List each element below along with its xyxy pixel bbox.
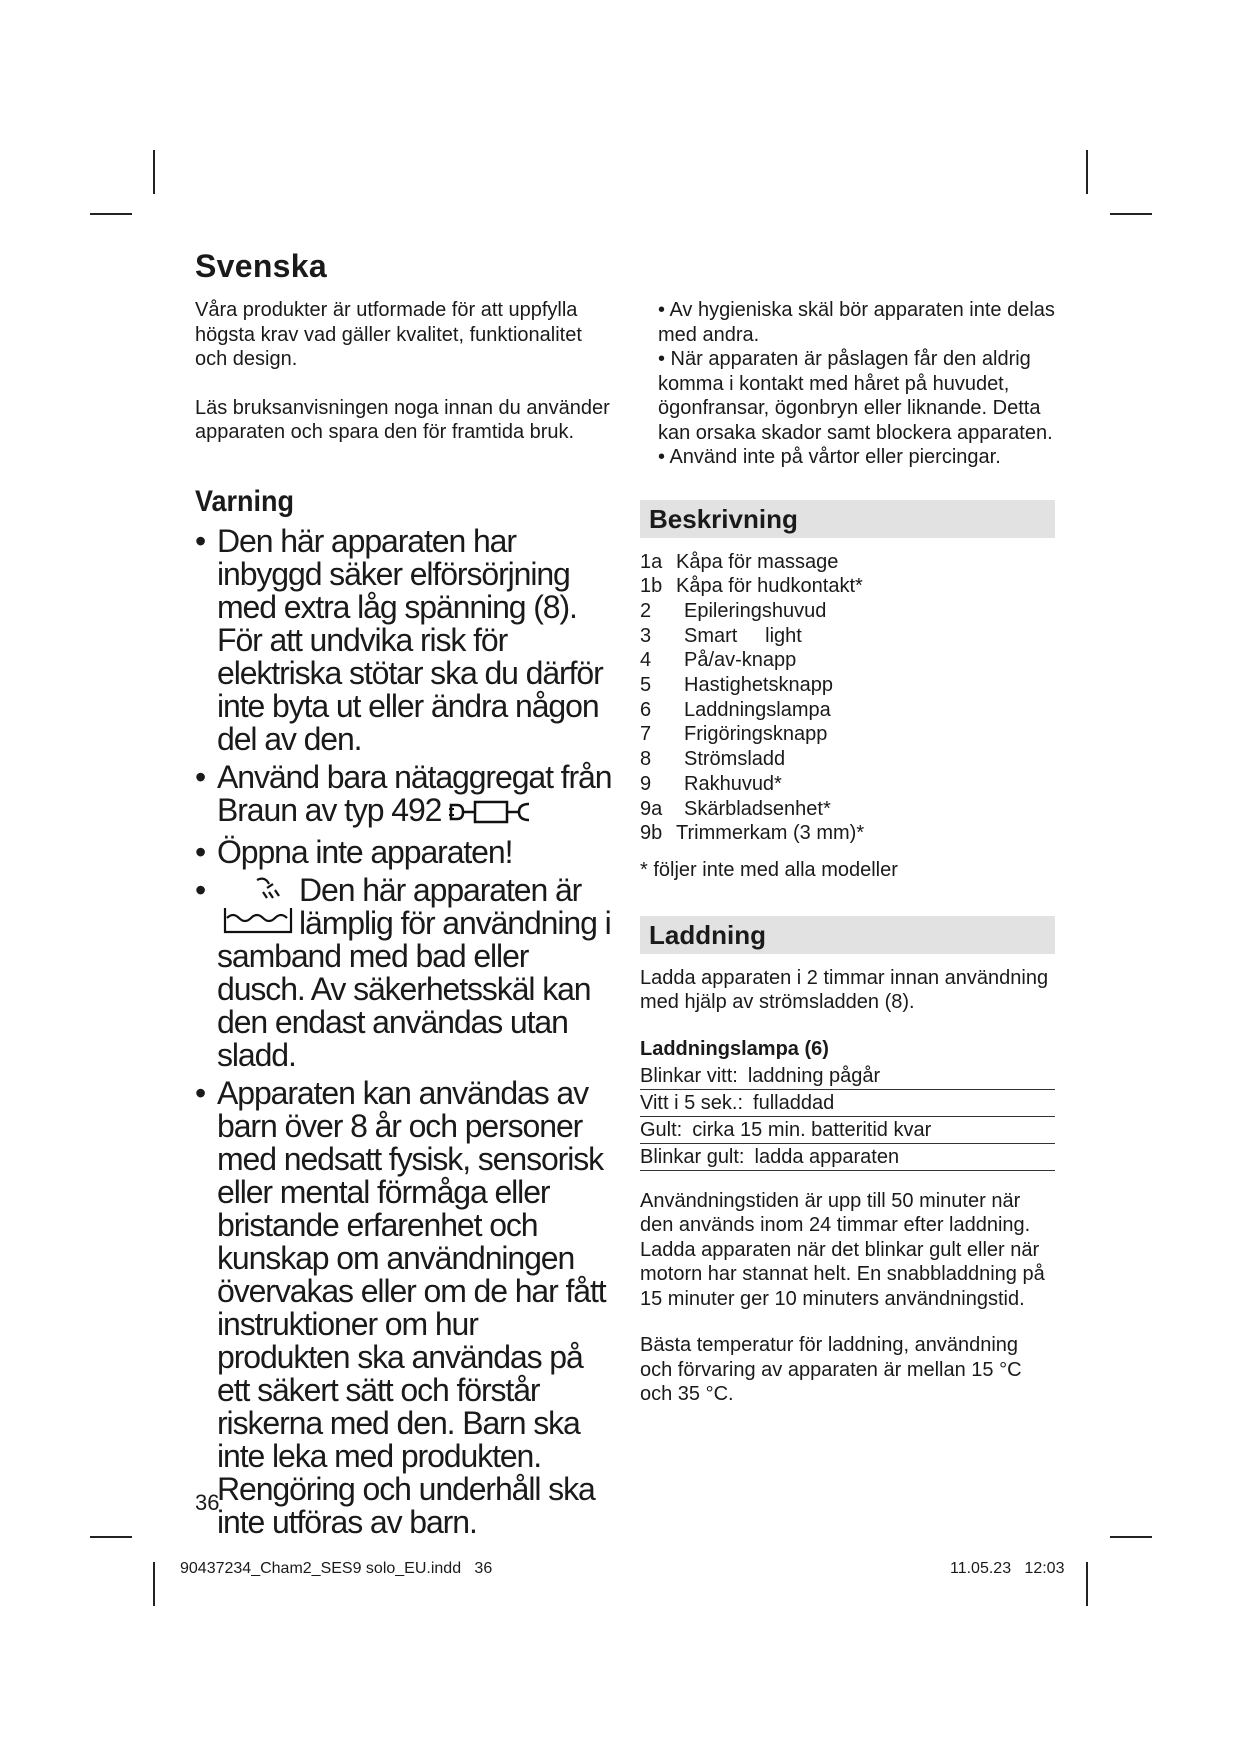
part-number: 3 xyxy=(640,624,652,647)
crop-mark xyxy=(1110,1536,1152,1538)
warning-item xyxy=(195,871,615,1073)
table-cell xyxy=(640,1063,1055,1090)
part-label: Epileringshuvud xyxy=(684,599,827,622)
part-label: Skärbladsenhet* xyxy=(684,797,831,820)
parts-list-item xyxy=(640,624,1055,649)
table-row xyxy=(640,1143,1055,1170)
warning-list xyxy=(195,522,615,1540)
part-label: På/av-knapp xyxy=(684,649,797,672)
bath-shower-icon xyxy=(217,874,295,938)
status-value: fulladdad xyxy=(753,1091,835,1114)
part-number: 9a xyxy=(640,797,663,820)
parts-list-item xyxy=(640,747,1055,772)
usage-paragraph: Användningstiden är upp till 50 minuter när den används inom 24 timmar efter laddning. Ladda apparaten när det blinkar gult eller när motorn har stannat helt. En snabbladdning på 15 minuter ger 10 minuters användningstid. xyxy=(640,1189,1045,1310)
crop-mark xyxy=(90,1536,132,1538)
intro-paragraph: Läs bruksanvisningen noga innan du använder apparaten och spara den för framtida bruk. xyxy=(195,396,610,443)
part-number: 1a xyxy=(640,550,663,573)
warning-item xyxy=(195,758,615,831)
part-label: Trimmerkam (3 mm)* xyxy=(676,822,865,845)
models-note: * följer inte med alla modeller xyxy=(640,858,898,881)
part-number: 9b xyxy=(640,822,663,845)
warning-item: • Apparaten kan användas av barn över 8 år och personer med nedsatt fysisk, sensorisk eller mental förmåga eller bristande erfarenhet och kunskap om användningen övervakas eller om de har fått instruktioner om hur produkten ska användas på ett säkert sätt och förstår riskerna med den. Barn ska inte leka med produkten. Rengöring och underhåll ska inte utföras av barn. xyxy=(195,1077,615,1539)
table-row xyxy=(640,1089,1055,1116)
table-cell xyxy=(640,1116,1055,1143)
footer-timestamp: 11.05.23 12:03 xyxy=(950,1560,1065,1577)
charging-status-table xyxy=(640,1063,1055,1171)
part-number: 2 xyxy=(640,599,652,622)
part-label: Hastighetsknapp xyxy=(684,674,833,697)
status-label: Gult: xyxy=(640,1118,683,1141)
parts-list-item xyxy=(640,673,1055,698)
table-row xyxy=(640,1116,1055,1143)
part-number: 6 xyxy=(640,698,652,721)
charging-lamp-title: Laddningslampa (6) xyxy=(640,1037,829,1060)
part-label: Kåpa för hudkontakt* xyxy=(676,575,863,598)
parts-list-item xyxy=(640,574,1055,599)
status-label: Vitt i 5 sek.: xyxy=(640,1091,744,1114)
hygiene-item: • När apparaten är påslagen får den aldrig komma i kontakt med håret på huvudet, ögonfransar, ögonbryn eller liknande. Detta kan orsaka skador samt blockera apparaten. xyxy=(658,348,1053,444)
left-column xyxy=(195,298,615,1544)
part-number: 1b xyxy=(640,575,663,598)
warning-item: • Den här apparaten har inbyggd säker elförsörjning med extra låg spänning (8). För att undvika risk för elektriska stötar ska du därför inte byta ut eller ändra någon del av den. xyxy=(195,525,615,756)
status-label: Blinkar vitt: xyxy=(640,1064,738,1087)
description-heading: Beskrivning xyxy=(640,500,1055,538)
parts-list-item xyxy=(640,797,1055,822)
page-number: 36 xyxy=(195,1490,220,1515)
charging-heading: Laddning xyxy=(640,916,1055,954)
parts-list-item xyxy=(640,648,1055,673)
crop-mark xyxy=(153,150,155,194)
temperature-paragraph: Bästa temperatur för laddning, användning och förvaring av apparaten är mellan 15 °C och 35 °C. xyxy=(640,1334,1022,1406)
crop-mark xyxy=(1086,150,1088,194)
table-cell xyxy=(640,1089,1055,1116)
parts-list-item xyxy=(640,698,1055,723)
warning-item-text: Den här apparaten är lämplig för användning i samband med bad eller dusch. Av säkerhetsskäl kan den endast användas utan sladd. xyxy=(217,871,611,1073)
status-label: Blinkar gult: xyxy=(640,1145,745,1168)
part-number: 8 xyxy=(640,748,652,771)
parts-list-item xyxy=(640,722,1055,747)
parts-list-item xyxy=(640,772,1055,797)
crop-mark xyxy=(1086,1562,1088,1606)
parts-list-item xyxy=(640,599,1055,624)
power-supply-symbol-icon xyxy=(449,798,533,831)
status-value: laddning pågår xyxy=(747,1064,881,1087)
crop-mark xyxy=(90,213,132,215)
hygiene-item: • Av hygieniska skäl bör apparaten inte delas med andra. xyxy=(658,299,1055,346)
status-value: cirka 15 min. batteritid kvar xyxy=(692,1118,932,1141)
part-label: Strömsladd xyxy=(684,748,786,771)
part-number: 7 xyxy=(640,723,652,746)
warning-title: Varning xyxy=(195,484,295,518)
status-value: ladda apparaten xyxy=(754,1145,900,1168)
charging-intro: Ladda apparaten i 2 timmar innan användning med hjälp av strömsladden (8). xyxy=(640,966,1049,1014)
table-cell xyxy=(640,1143,1055,1170)
part-label: Kåpa för massage xyxy=(676,550,839,573)
hygiene-item: • Använd inte på vårtor eller piercingar. xyxy=(658,446,1001,468)
part-label: Laddningslampa xyxy=(684,698,831,721)
crop-mark xyxy=(1110,213,1152,215)
part-label: Smart light xyxy=(684,624,802,647)
part-number: 9 xyxy=(640,772,652,795)
parts-list xyxy=(640,550,1055,846)
table-row xyxy=(640,1063,1055,1090)
part-number: 5 xyxy=(640,674,652,697)
parts-list-item xyxy=(640,550,1055,575)
hygiene-list xyxy=(640,298,1055,470)
crop-mark xyxy=(153,1562,155,1606)
right-column xyxy=(640,298,1055,1431)
footer-file-info: 90437234_Cham2_SES9 solo_EU.indd 36 xyxy=(180,1560,493,1577)
page-title: Svenska xyxy=(195,248,327,284)
warning-item-text: Använd bara nätaggregat från Braun av typ 492 xyxy=(217,758,612,828)
warning-item: • Öppna inte apparaten! xyxy=(195,836,615,869)
part-number: 4 xyxy=(640,649,652,672)
intro-paragraph: Våra produkter är utformade för att uppfylla högsta krav vad gäller kvalitet, funktionalitet och design. xyxy=(195,299,582,370)
part-label: Frigöringsknapp xyxy=(684,723,828,746)
parts-list-item xyxy=(640,821,1055,846)
part-label: Rakhuvud* xyxy=(684,772,782,795)
